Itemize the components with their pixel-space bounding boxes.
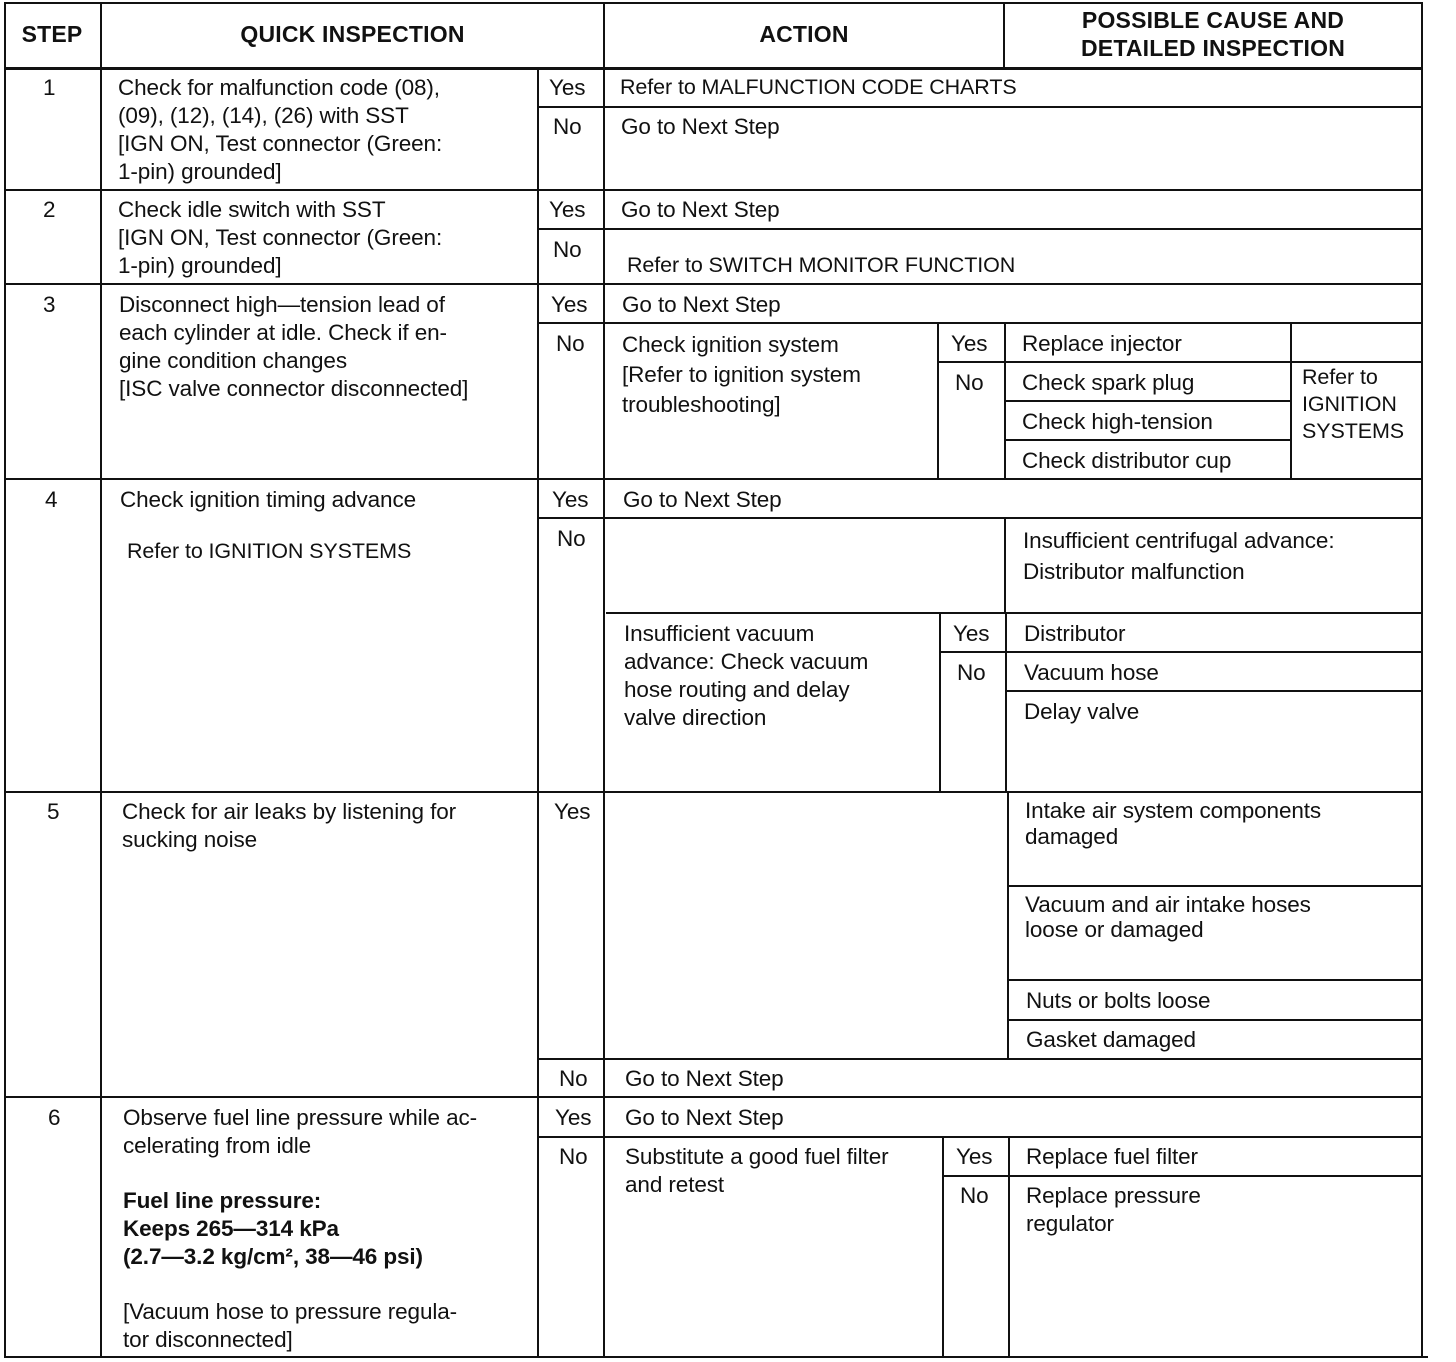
step4-vacuum-action: Insufficient vacuum advance: Check vacuum hose routing and delay valve direction <box>624 621 869 730</box>
step3-cause-line-3 <box>1005 439 1291 441</box>
step2-no-action: Refer to SWITCH MONITOR FUNCTION <box>627 253 1016 277</box>
step5-number: 5 <box>47 799 60 824</box>
header-step: STEP <box>21 21 83 47</box>
step4-sub-yes: Yes <box>953 621 990 646</box>
step3-refer-ignition: Refer to IGNITION SYSTEMS <box>1302 365 1405 443</box>
step5-cause-line-3 <box>1008 1019 1422 1021</box>
step4-cause-centrifugal: Insufficient centrifugal advance: Distributor malfunction <box>1023 528 1335 584</box>
step3-cause-replace-injector: Replace injector <box>1022 331 1182 356</box>
step4-sub-no: No <box>957 660 986 685</box>
step5-yes: Yes <box>554 799 591 824</box>
step1-yes-action: Refer to MALFUNCTION CODE CHARTS <box>620 75 1017 99</box>
table-border-top <box>4 2 1422 4</box>
step3-cause-line-1 <box>938 361 1422 363</box>
step4-yes: Yes <box>552 487 589 512</box>
row-separator-4 <box>4 791 1422 793</box>
step2-number: 2 <box>43 197 56 222</box>
header-action: ACTION <box>759 21 849 47</box>
step5-cause-nuts-bolts: Nuts or bolts loose <box>1026 988 1211 1013</box>
step3-number: 3 <box>43 292 56 317</box>
step3-inspection: Disconnect high—tension lead of each cylinder at idle. Check if en- gine condition changes [ISC valve connector disconnected] <box>119 292 469 401</box>
step2-yes-no-separator <box>538 228 1422 230</box>
row-separator-2 <box>4 283 1422 285</box>
table-border-left <box>4 2 6 1358</box>
step6-sub-yes: Yes <box>956 1144 993 1169</box>
step6-sub-divider-1 <box>942 1137 944 1357</box>
step3-sub-divider-1 <box>937 322 939 479</box>
step1-number: 1 <box>43 75 56 100</box>
step3-no: No <box>556 331 585 356</box>
step6-no: No <box>559 1144 588 1169</box>
step6-note: [Vacuum hose to pressure regula- tor disconnected] <box>123 1299 458 1352</box>
step2-yes: Yes <box>549 197 586 222</box>
step6-cause-pressure-regulator: Replace pressure regulator <box>1026 1183 1201 1236</box>
step6-yes-action: Go to Next Step <box>625 1105 784 1130</box>
step4-cause-delay-valve: Delay valve <box>1024 699 1140 724</box>
step3-sub-yes: Yes <box>951 331 988 356</box>
step5-yes-no-separator <box>538 1058 1422 1060</box>
step1-no: No <box>553 114 582 139</box>
header-separator <box>4 67 1422 70</box>
step3-cause-line-2 <box>1005 400 1291 402</box>
step6-cause-line-1 <box>943 1175 1422 1177</box>
step4-note: Refer to IGNITION SYSTEMS <box>127 539 412 563</box>
header-quick-inspection: QUICK INSPECTION <box>240 21 465 47</box>
step4-sub-divider-1 <box>939 613 941 792</box>
step3-cause-distributor-cup: Check distributor cup <box>1022 448 1232 473</box>
step4-number: 4 <box>45 487 58 512</box>
step2-yes-action: Go to Next Step <box>621 197 780 222</box>
step4-cause-distributor: Distributor <box>1024 621 1126 646</box>
row-separator-3 <box>4 478 1422 480</box>
step4-yes-action: Go to Next Step <box>623 487 782 512</box>
step4-cause-vacuum-hose: Vacuum hose <box>1024 660 1159 685</box>
step6-inspection: Observe fuel line pressure while ac- celerating from idle <box>123 1105 478 1158</box>
row-separator-5 <box>4 1096 1422 1098</box>
table-border-bottom <box>4 1356 1428 1358</box>
table-border-right <box>1421 2 1423 1358</box>
step4-sub-divider-2 <box>1005 613 1007 792</box>
step5-cause-intake-air: Intake air system components damaged <box>1025 798 1322 849</box>
step5-no: No <box>559 1066 588 1091</box>
step1-yes-no-separator <box>538 106 1422 108</box>
step3-no-action: Check ignition system [Refer to ignition system troubleshooting] <box>622 332 861 417</box>
step4-inspection: Check ignition timing advance <box>120 487 417 512</box>
step4-yes-no-separator <box>538 517 1422 519</box>
step3-cause-spark-plug: Check spark plug <box>1022 370 1195 395</box>
step5-inspection: Check for air leaks by listening for sucking noise <box>122 799 457 852</box>
step2-no: No <box>553 237 582 262</box>
step4-cause-line-2 <box>1006 690 1422 692</box>
step5-cause-line-2 <box>1008 979 1422 981</box>
step3-cause-high-tension: Check high-tension <box>1022 409 1213 434</box>
step3-yes: Yes <box>551 292 588 317</box>
row-separator-1 <box>4 189 1422 191</box>
step6-sub-no: No <box>960 1183 989 1208</box>
step1-inspection: Check for malfunction code (08), (09), (12), (14), (26) with SST [IGN ON, Test connector (Green: 1-pin) grounded] <box>118 75 443 184</box>
step6-number: 6 <box>48 1105 61 1130</box>
col-divider-step <box>100 2 102 1358</box>
step2-inspection: Check idle switch with SST [IGN ON, Test connector (Green: 1-pin) grounded] <box>118 197 443 278</box>
step6-yes-no-separator <box>538 1136 1422 1138</box>
step1-yes: Yes <box>549 75 586 100</box>
step1-no-action: Go to Next Step <box>621 114 780 139</box>
step5-cause-gasket: Gasket damaged <box>1026 1027 1196 1052</box>
step6-spec: Fuel line pressure: Keeps 265—314 kPa (2.7—3.2 kg/cm², 38—46 psi) <box>123 1188 423 1269</box>
step5-cause-hoses: Vacuum and air intake hoses loose or damaged <box>1025 892 1311 942</box>
step3-sub-no: No <box>955 370 984 395</box>
col-divider-yesno <box>537 68 539 1358</box>
step4-cause-line-1 <box>940 651 1422 653</box>
step4-cause-divider-top <box>1004 518 1006 614</box>
step6-cause-fuel-filter: Replace fuel filter <box>1026 1144 1198 1169</box>
step6-sub-divider-2 <box>1008 1137 1010 1357</box>
step3-yes-action: Go to Next Step <box>622 292 781 317</box>
step5-cause-line-1 <box>1008 885 1422 887</box>
step6-no-action: Substitute a good fuel filter and retest <box>625 1144 889 1197</box>
step5-no-action: Go to Next Step <box>625 1066 784 1091</box>
col-divider-action <box>603 2 605 1358</box>
step6-yes: Yes <box>555 1105 592 1130</box>
step4-no: No <box>557 526 586 551</box>
header-possible-cause: POSSIBLE CAUSE AND DETAILED INSPECTION <box>1080 7 1346 61</box>
step4-vacuum-separator <box>606 612 1422 614</box>
